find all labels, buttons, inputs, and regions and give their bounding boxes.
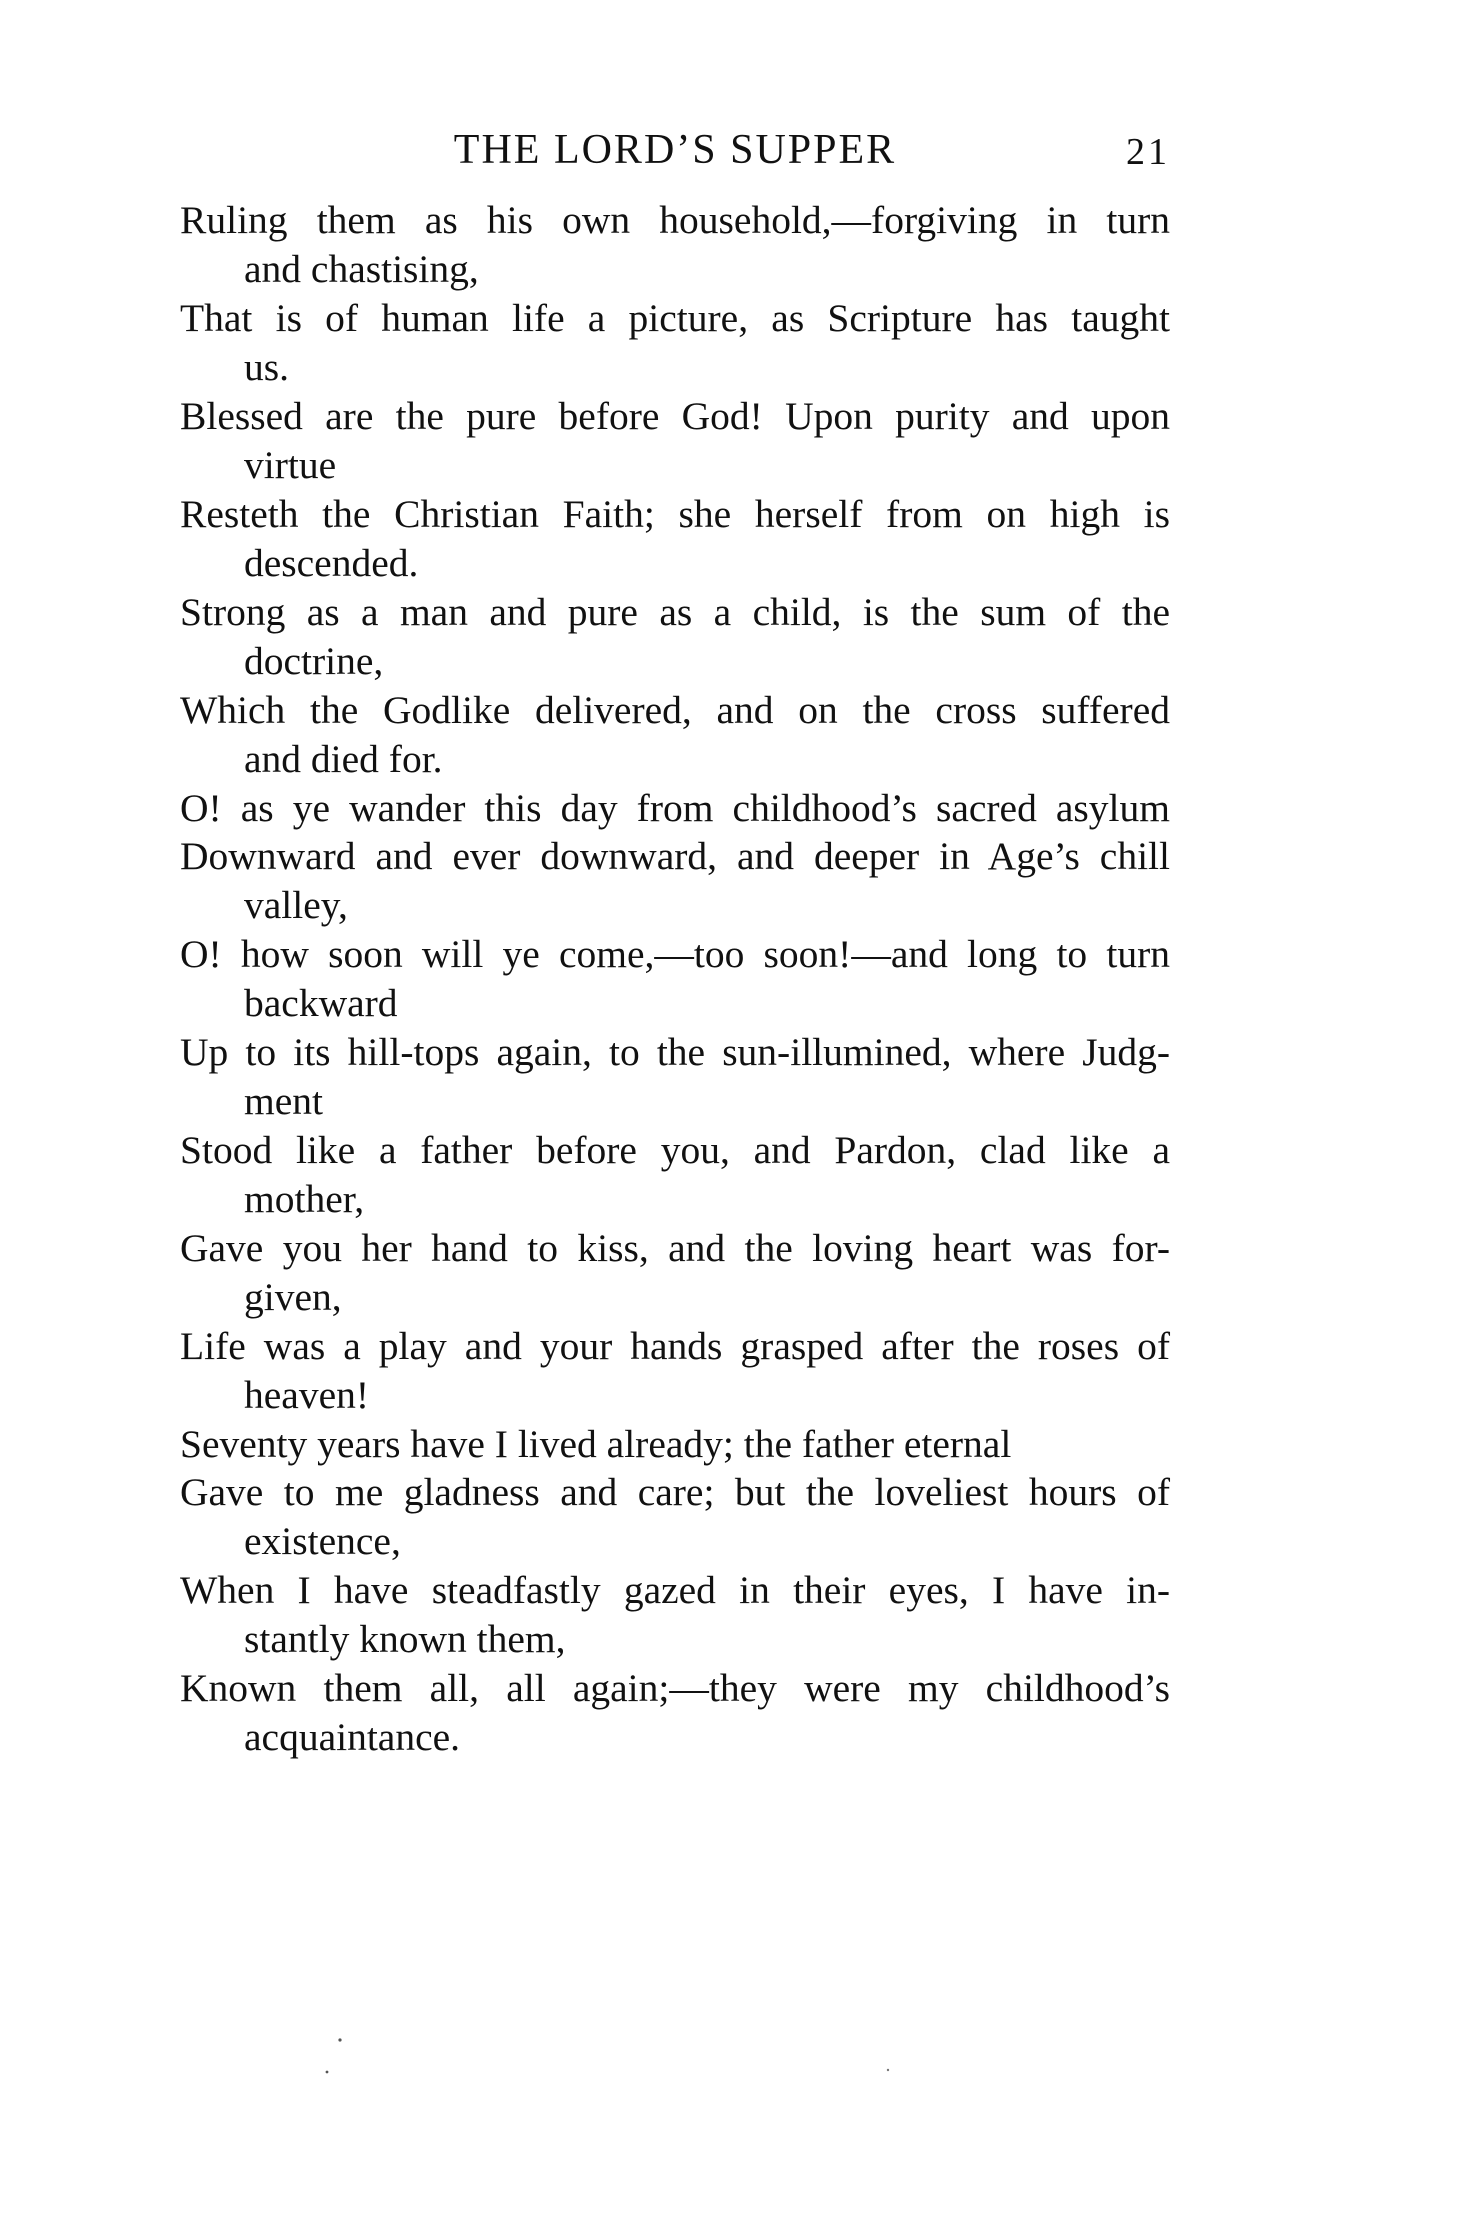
verse xyxy=(180,930,1170,1028)
verse xyxy=(180,784,1170,833)
verse-continuation: given, xyxy=(244,1275,342,1319)
verse-line: Stood like a father before you, and Pardon, clad like a xyxy=(180,1128,1170,1172)
verse xyxy=(180,1420,1170,1469)
verse-continuation: ment xyxy=(244,1079,323,1123)
verse-continuation: descended. xyxy=(244,541,419,585)
verse xyxy=(180,686,1170,784)
verse-line: That is of human life a picture, as Scripture has taught xyxy=(180,296,1170,340)
verse-line: Life was a play and your hands grasped after the roses of xyxy=(180,1324,1170,1368)
verse-line: When I have steadfastly gazed in their eyes, I have in- xyxy=(180,1568,1170,1612)
verse-line: Strong as a man and pure as a child, is the sum of the xyxy=(180,590,1170,634)
verse-line: Which the Godlike delivered, and on the cross suffered xyxy=(180,688,1170,732)
verse-line: Ruling them as his own household,—forgiving in turn xyxy=(180,198,1170,242)
verse-line: Up to its hill-tops again, to the sun-illumined, where Judg- xyxy=(180,1030,1170,1074)
verse-continuation: acquaintance. xyxy=(244,1715,461,1759)
verse xyxy=(180,1664,1170,1762)
verse-continuation: valley, xyxy=(244,883,348,927)
verse-line: Gave to me gladness and care; but the loveliest hours of xyxy=(180,1470,1170,1514)
verse xyxy=(180,1322,1170,1420)
verse xyxy=(180,1126,1170,1224)
verse-continuation: stantly known them, xyxy=(244,1617,566,1661)
verse-continuation: and died for. xyxy=(244,737,443,781)
verse xyxy=(180,832,1170,930)
verse-continuation: heaven! xyxy=(244,1373,369,1417)
verse-continuation: backward xyxy=(244,981,398,1025)
verse-continuation: us. xyxy=(244,345,289,389)
page-number: 21 xyxy=(1126,131,1170,173)
verse-line: O! how soon will ye come,—too soon!—and long to turn xyxy=(180,932,1170,976)
verse-continuation: doctrine, xyxy=(244,639,384,683)
verse-continuation: virtue xyxy=(244,443,337,487)
running-head xyxy=(180,126,1170,186)
running-title: THE LORD’S SUPPER xyxy=(453,127,897,173)
verse xyxy=(180,1468,1170,1566)
verse xyxy=(180,1224,1170,1322)
verse-line: Seventy years have I lived already; the father eternal xyxy=(180,1422,1012,1466)
verse xyxy=(180,588,1170,686)
verse xyxy=(180,196,1170,294)
verse xyxy=(180,490,1170,588)
verse-continuation: and chastising, xyxy=(244,247,479,291)
verse xyxy=(180,1028,1170,1126)
verse-line: Resteth the Christian Faith; she herself from on high is xyxy=(180,492,1170,536)
verse xyxy=(180,294,1170,392)
verse-line: Blessed are the pure before God! Upon purity and upon xyxy=(180,394,1170,438)
verse xyxy=(180,1566,1170,1664)
verse-continuation: existence, xyxy=(244,1519,401,1563)
verse-line: Downward and ever downward, and deeper in Age’s chill xyxy=(180,834,1170,878)
verse-line: Known them all, all again;—they were my childhood’s xyxy=(180,1666,1170,1710)
verse-continuation: mother, xyxy=(244,1177,365,1221)
verse xyxy=(180,392,1170,490)
verse-line: O! as ye wander this day from childhood’s sacred asylum xyxy=(180,786,1170,830)
verse-line: Gave you her hand to kiss, and the loving heart was for- xyxy=(180,1226,1170,1270)
